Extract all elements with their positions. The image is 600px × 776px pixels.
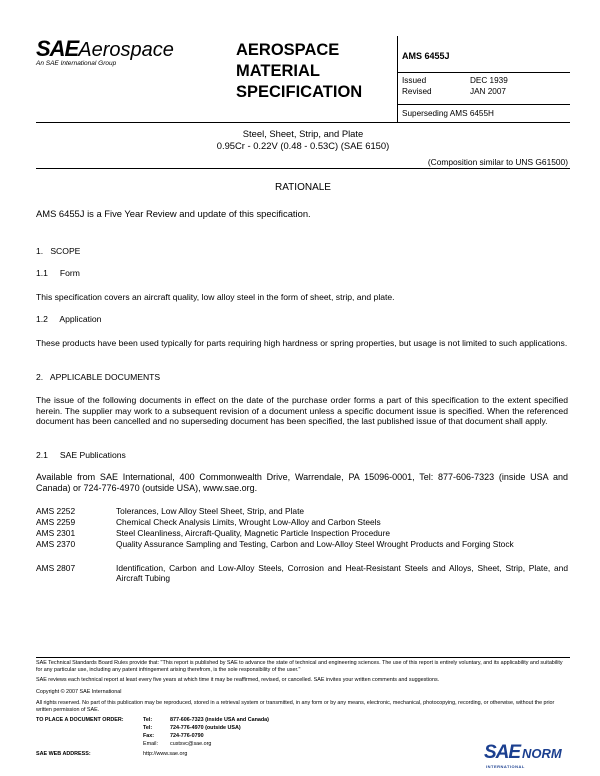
issued-date: DEC 1939: [470, 76, 508, 85]
application-text: These products have been used typically for parts requiring high hardness or spring properties, but usage is not limited to such applications.: [36, 338, 568, 348]
form-heading: 1.1 Form: [36, 268, 80, 278]
tel-value: 877-606-7323 (inside USA and Canada): [170, 717, 269, 723]
title-line-2: MATERIAL: [236, 62, 321, 80]
web-value[interactable]: http://www.sae.org: [143, 751, 188, 757]
reference-id: AMS 2252: [36, 506, 76, 516]
fax-label: Fax:: [143, 733, 155, 739]
application-heading: 1.2 Application: [36, 314, 102, 324]
applicable-documents-heading: 2. APPLICABLE DOCUMENTS: [36, 372, 161, 382]
form-text: This specification covers an aircraft quality, low alloy steel in the form of sheet, strip, and plate.: [36, 292, 395, 302]
reference-id: AMS 2301: [36, 528, 76, 538]
footer-rights-text: All rights reserved. No part of this publication may be reproduced, stored in a retrieval system or transmitted, in any form or by any means, electronic, mechanical, photocopying, recording, or otherwise, without the prior written permission of SAE.: [36, 700, 555, 713]
order-label: TO PLACE A DOCUMENT ORDER:: [36, 717, 124, 723]
reference-id: AMS 2807: [36, 563, 76, 573]
footer-copyright: Copyright © 2007 SAE International: [36, 689, 122, 695]
subject-line-2: 0.95Cr - 0.22V (0.48 - 0.53C) (SAE 6150): [216, 140, 390, 151]
superseding-note: Superseding AMS 6455H: [402, 109, 494, 118]
sae-publications-text: Available from SAE International, 400 Commonwealth Drive, Warrendale, PA 15096-0001, Tel: 877-606-7323 (inside USA and Canada) or 724-776-4970 (outside USA), www.sae.org.: [36, 472, 568, 494]
email-value[interactable]: custsvc@sae.org: [170, 741, 212, 747]
reference-title: Tolerances, Low Alloy Steel Sheet, Strip, and Plate: [116, 506, 305, 516]
reference-id: AMS 2370: [36, 539, 76, 549]
web-label: SAE WEB ADDRESS:: [36, 751, 91, 757]
issued-label: Issued: [402, 76, 427, 85]
reference-title: Chemical Check Analysis Limits, Wrought Low-Alloy and Carbon Steels: [116, 517, 381, 527]
logo-tagline: An SAE International Group: [36, 60, 117, 67]
subject-block: [36, 128, 570, 152]
reference-title: Steel Cleanliness, Aircraft-Quality, Magnetic Particle Inspection Procedure: [116, 528, 391, 538]
rationale-heading: RATIONALE: [275, 182, 331, 193]
reference-title: Identification, Carbon and Low-Alloy Steels, Corrosion and Heat-Resistant Steels and Alloys, Sheet, Strip, Plate, and Aircraft Tubing: [116, 563, 568, 584]
footer-review-text: SAE reviews each technical report at least every five years at which time it may be reaffirmed, revised, or cancelled. SAE invites your written comments and suggestions.: [36, 677, 440, 683]
title-line-3: SPECIFICATION: [236, 83, 363, 101]
doc-info-mid-rule: [397, 104, 570, 105]
footer-rules-text: SAE Technical Standards Board Rules provide that: "This report is published by SAE to advance the state of technical and engineering sciences. The use of this report is entirely voluntary, and its applicability and suitability for any particular use, including any patent infringement arising therefrom, is the sole responsibility of the user.": [36, 660, 563, 673]
header-bottom-rule: [36, 122, 570, 123]
doc-info-top-rule: [397, 72, 570, 73]
tel2-label: Tel:: [143, 725, 153, 731]
fax-value: 724-776-0790: [170, 733, 204, 739]
document-type-title: [236, 40, 362, 103]
doc-info-divider: [397, 36, 398, 122]
scope-heading: 1. SCOPE: [36, 246, 81, 256]
watermark-brand: SAE: [484, 742, 521, 763]
applicable-documents-text: The issue of the following documents in effect on the date of the purchase order forms a part of this specification to the extent specified herein. The supplier may work to a subsequent revision of a document unless a specific document issue is specified. When the referenced document has been cancelled and no superseding document has been specified, the last published issue of that document shall apply.: [36, 395, 568, 427]
subject-bottom-rule: [36, 168, 570, 169]
logo-product: Aerospace: [78, 39, 174, 61]
revised-date: JAN 2007: [470, 87, 506, 96]
subject-line-1: Steel, Sheet, Strip, and Plate: [242, 128, 364, 139]
footer-rule: [36, 657, 570, 658]
document-number: AMS 6455J: [402, 51, 450, 61]
rationale-text: AMS 6455J is a Five Year Review and update of this specification.: [36, 208, 311, 219]
title-line-1: AEROSPACE: [236, 41, 340, 59]
sae-norm-watermark: [484, 742, 594, 774]
reference-title: Quality Assurance Sampling and Testing, Carbon and Low-Alloy Steel Wrought Products and Forging Stock: [116, 539, 514, 549]
sae-aerospace-logo: [36, 36, 174, 67]
watermark-sub: INTERNATIONAL: [486, 764, 525, 769]
reference-id: AMS 2259: [36, 517, 76, 527]
sae-publications-heading: 2.1 SAE Publications: [36, 450, 126, 460]
composition-note: (Composition similar to UNS G61500): [427, 157, 568, 167]
email-label: Email:: [143, 741, 158, 747]
revised-label: Revised: [402, 87, 432, 96]
tel-label: Tel:: [143, 717, 153, 723]
logo-brand: SAE: [36, 36, 79, 61]
tel2-value: 724-776-4970 (outside USA): [170, 725, 241, 731]
watermark-word: NORM: [522, 746, 562, 761]
